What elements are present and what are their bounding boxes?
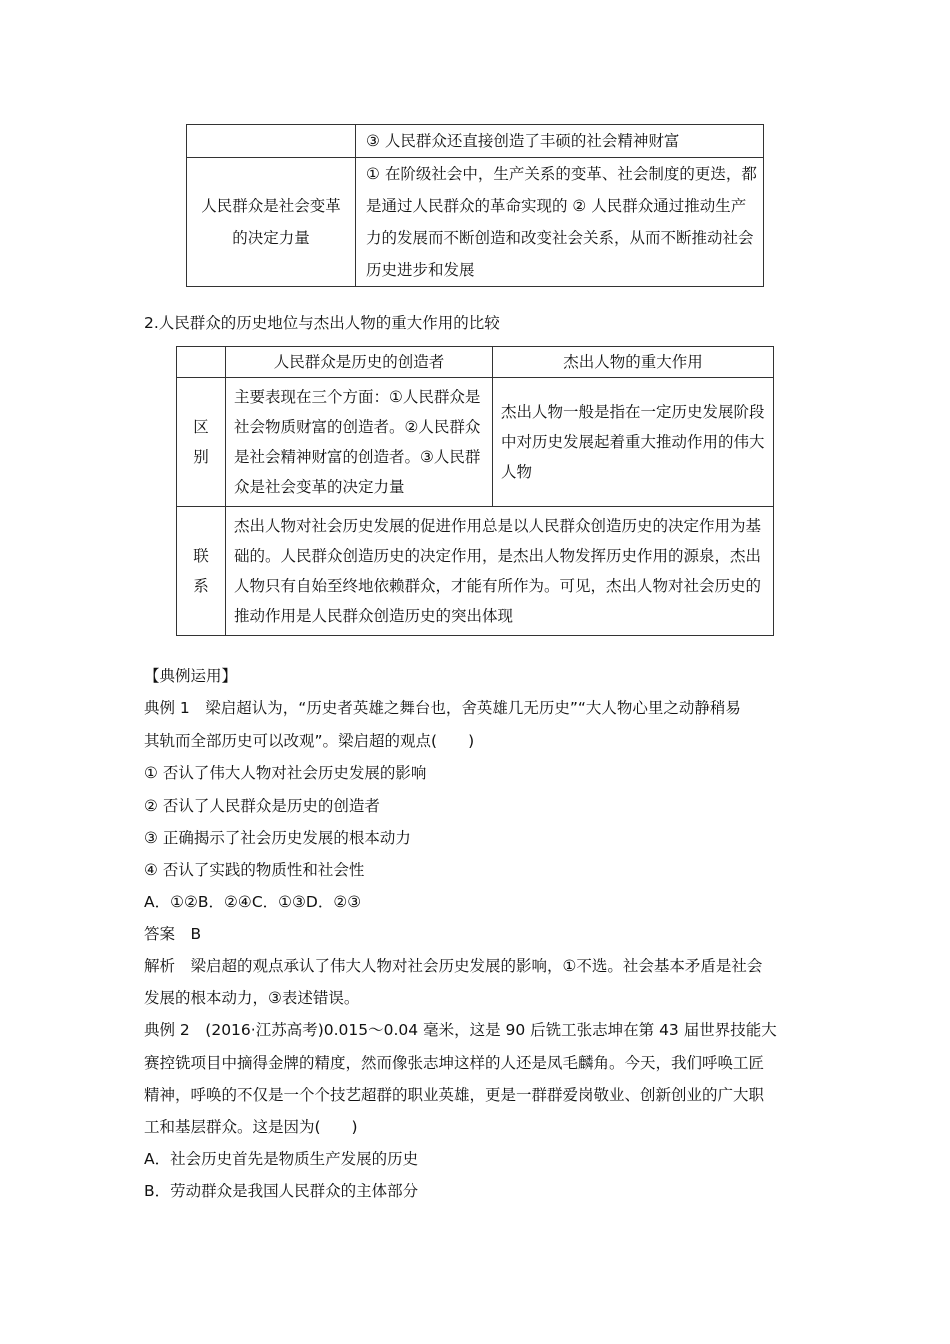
- row-label: [177, 378, 226, 507]
- choices-line: A．①②B．②④C．①③D．②③: [144, 893, 362, 911]
- table-cell: 杰出人物对社会历史发展的促进作用总是以人民群众创造历史的决定作用为基础的。人民群众创造历史的决定作用，是杰出人物发挥历史作用的源泉，杰出人物只有自始至终地依赖群众，才能有所作为。可见，杰出人物对社会历史的推动作用是人民群众创造历史的突出体现: [226, 507, 774, 636]
- table-cell: ③ 人民群众还直接创造了丰硕的社会精神财富: [356, 125, 764, 158]
- option-line: B．劳动群众是我国人民群众的主体部分: [144, 1182, 419, 1200]
- table-cell: [187, 158, 356, 287]
- table-cell: 主要表现在三个方面：①人民群众是社会物质财富的创造者。②人民群众是社会精神财富的创造者。③人民群众是社会变革的决定力量: [226, 378, 493, 507]
- table-row: [187, 158, 764, 287]
- table-header-row: [177, 347, 774, 378]
- text-line: 其轨而全部历史可以改观”。梁启超的观点( ): [144, 732, 475, 750]
- option-line: ② 否认了人民群众是历史的创造者: [144, 797, 380, 815]
- text-line: 典例 1 梁启超认为，“历史者英雄之舞台也，舍英雄几无历史”“大人物心里之动静稍易: [144, 699, 741, 717]
- column-header: 杰出人物的重大作用: [493, 347, 774, 378]
- option-line: ① 否认了伟大人物对社会历史发展的影响: [144, 764, 427, 782]
- column-header: 人民群众是历史的创造者: [226, 347, 493, 378]
- table-row: [177, 378, 774, 507]
- table-people-role: [186, 124, 764, 287]
- section-title: 2.人民群众的历史地位与杰出人物的重大作用的比较: [144, 314, 500, 332]
- table-cell: [177, 347, 226, 378]
- subsection-title: 【典例运用】: [144, 667, 238, 685]
- text-line: 工和基层群众。这是因为( ): [144, 1118, 358, 1136]
- text-line: 典例 2 (2016·江苏高考)0.015～0.04 毫米，这是 90 后铣工张志坤在第 43 届世界技能大: [144, 1021, 777, 1039]
- row-label-text: 区别: [193, 418, 209, 466]
- table-cell: [187, 125, 356, 158]
- row-label: [177, 507, 226, 636]
- analysis-line: 解析 梁启超的观点承认了伟大人物对社会历史发展的影响，①不选。社会基本矛盾是社会: [144, 957, 763, 975]
- table-comparison: [176, 346, 774, 636]
- analysis-line: 发展的根本动力，③表述错误。: [144, 989, 360, 1007]
- table-row: [177, 507, 774, 636]
- table-row: [187, 125, 764, 158]
- table-cell: 杰出人物一般是指在一定历史发展阶段中对历史发展起着重大推动作用的伟大人物: [493, 378, 774, 507]
- row-label: 人民群众是社会变革的决定力量: [201, 197, 341, 247]
- table-cell: ① 在阶级社会中，生产关系的变革、社会制度的更迭，都是通过人民群众的革命实现的 ② 人民群众通过推动生产力的发展而不断创造和改变社会关系，从而不断推动社会历史进步和发展: [356, 158, 764, 287]
- text-line: 精神，呼唤的不仅是一个个技艺超群的职业英雄，更是一群群爱岗敬业、创新创业的广大职: [144, 1086, 765, 1104]
- row-label-text: 联系: [193, 547, 209, 595]
- text-line: 赛控铣项目中摘得金牌的精度，然而像张志坤这样的人还是凤毛麟角。今天，我们呼唤工匠: [144, 1054, 765, 1072]
- option-line: A．社会历史首先是物质生产发展的历史: [144, 1150, 419, 1168]
- option-line: ③ 正确揭示了社会历史发展的根本动力: [144, 829, 411, 847]
- option-line: ④ 否认了实践的物质性和社会性: [144, 861, 365, 879]
- answer-line: 答案 B: [144, 925, 202, 943]
